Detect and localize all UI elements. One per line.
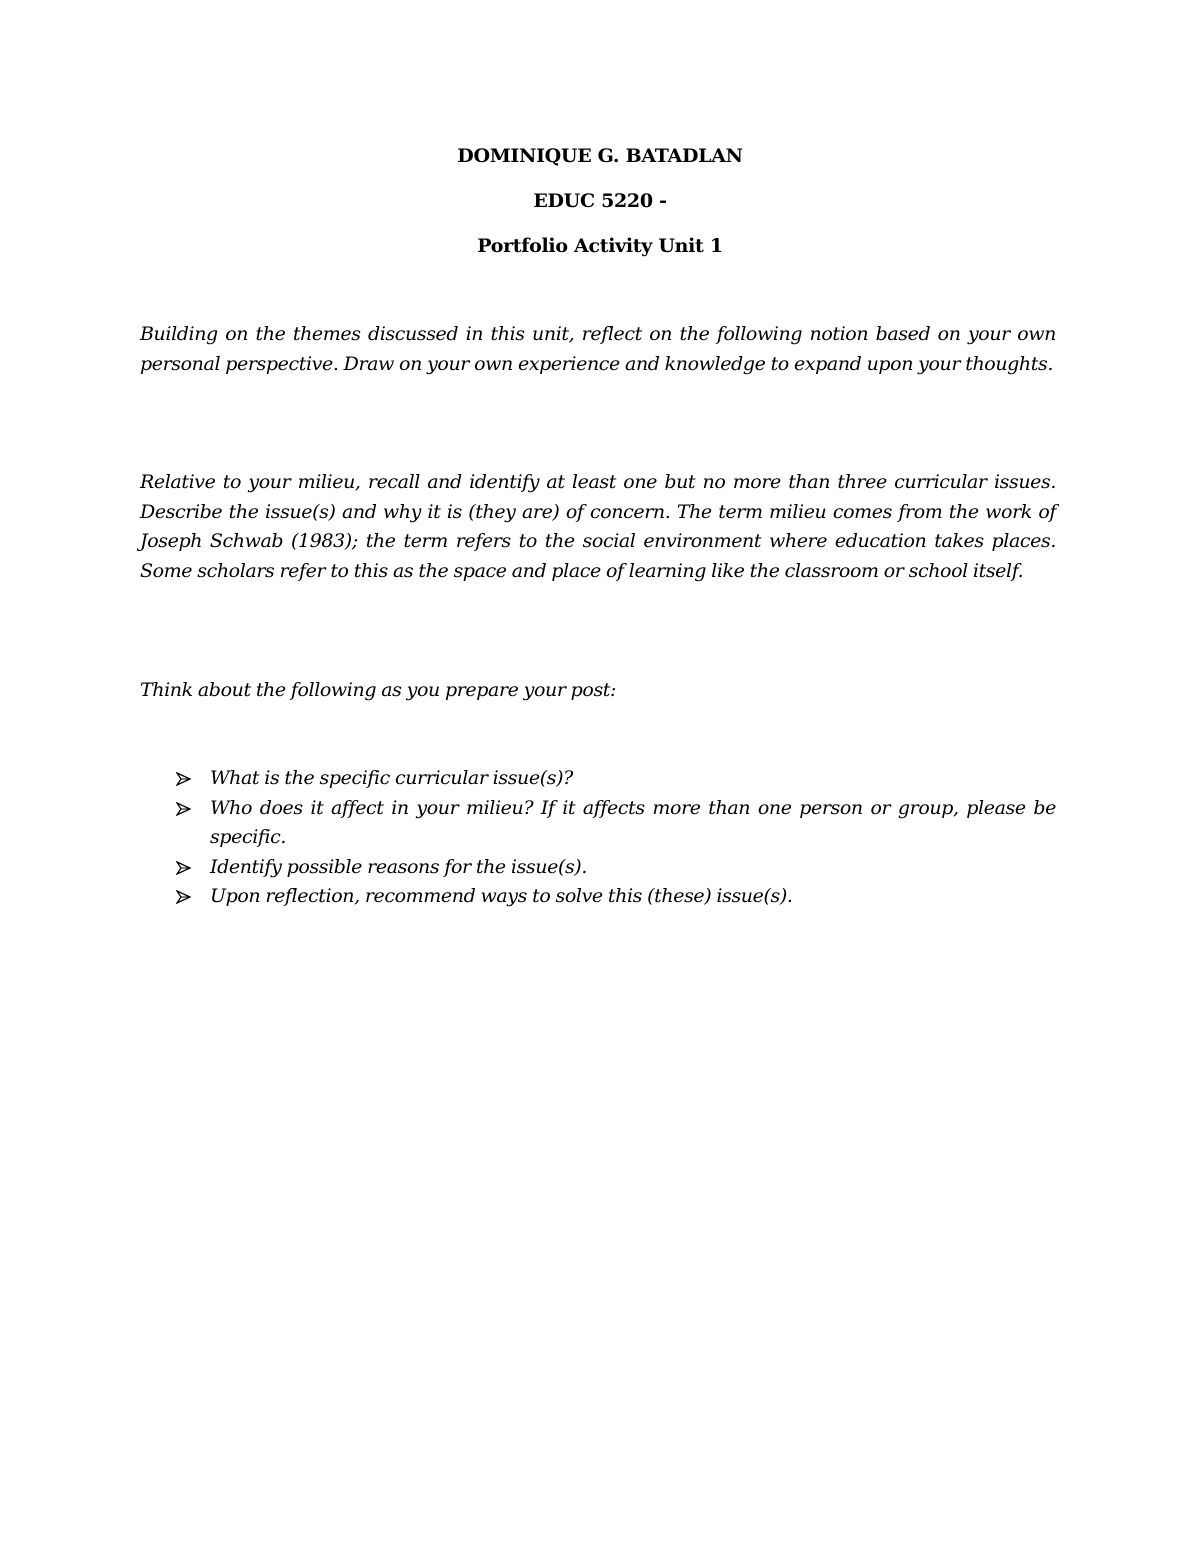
arrowhead-bullet-icon — [176, 882, 196, 912]
arrowhead-bullet-icon — [176, 794, 196, 824]
arrowhead-bullet-icon — [176, 853, 196, 883]
list-item — [140, 882, 1056, 912]
list-item — [140, 764, 1056, 794]
instruction-paragraph: Building on the themes discussed in this unit, reflect on the following notion based on your own personal perspective. Draw on your own experience and knowledge to expand upon your thoughts. — [140, 323, 1056, 375]
question-list — [140, 764, 1056, 912]
question-text: Identify possible reasons for the issue(s). — [210, 855, 587, 878]
prompt-intro: Think about the following as you prepare your post: — [140, 679, 617, 701]
activity-title: Portfolio Activity Unit 1 — [477, 235, 723, 257]
question-text: Who does it affect in your milieu? If it affects more than one person or group, please be specific. — [210, 796, 1056, 848]
author-name: DOMINIQUE G. BATADLAN — [457, 145, 743, 167]
list-item — [140, 853, 1056, 883]
question-text: What is the specific curricular issue(s)? — [210, 767, 573, 789]
arrowhead-bullet-icon — [176, 764, 196, 794]
question-text: Upon reflection, recommend ways to solve this (these) issue(s). — [210, 885, 793, 907]
list-item — [140, 794, 1056, 853]
milieu-paragraph: Relative to your milieu, recall and identify at least one but no more than three curricular issues. Describe the issue(s) and why it is (they are) of concern. The term milieu comes from the work of Joseph Schwab (1983); the term refers to the social environment where education takes places. Some scholars refer to this as the space and place of learning like the classroom or school itself. — [140, 471, 1056, 582]
course-code: EDUC 5220 - — [533, 190, 667, 212]
